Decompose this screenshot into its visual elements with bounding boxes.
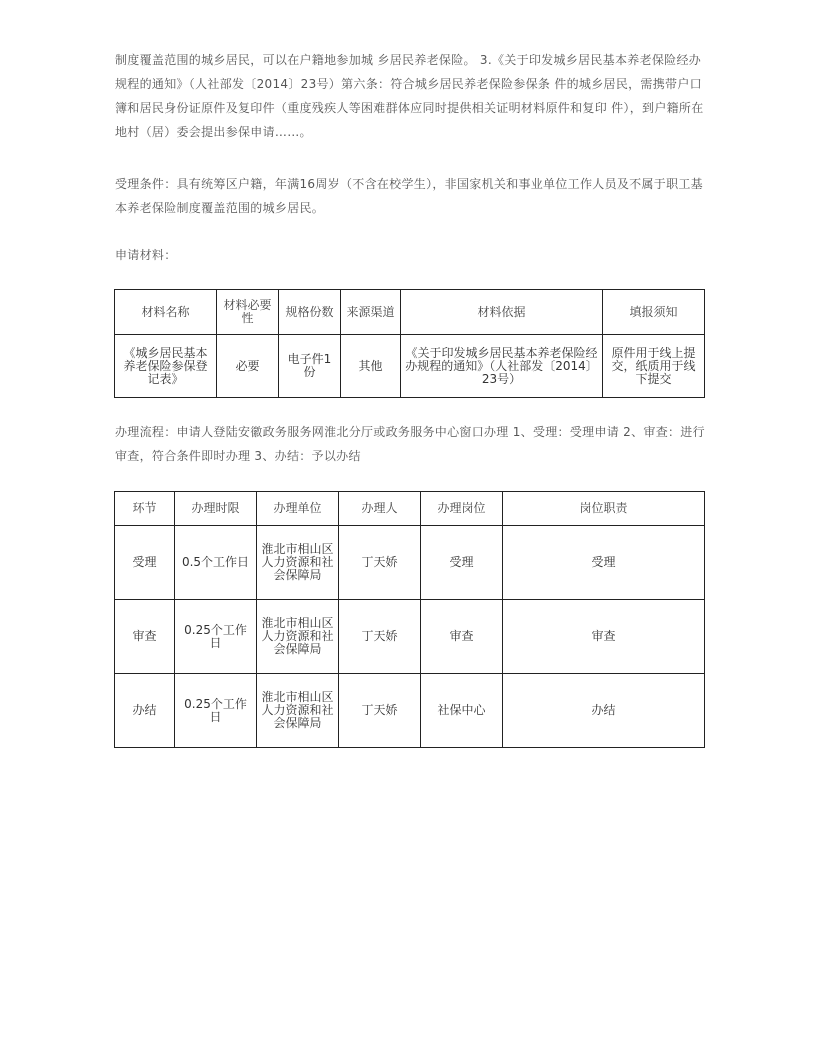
- table-header-cell: 来源渠道: [341, 290, 401, 335]
- table-cell: 电子件1份: [279, 335, 341, 398]
- table-row: [115, 335, 705, 398]
- table-cell: 0.25个工作日: [175, 600, 257, 674]
- table-cell: 受理: [503, 526, 705, 600]
- table-header-cell: 规格份数: [279, 290, 341, 335]
- materials-table-header-row: [115, 290, 705, 335]
- table-cell: 其他: [341, 335, 401, 398]
- table-cell: 《城乡居民基本养老保险参保登记表》: [115, 335, 217, 398]
- process-table-header-row: [115, 492, 705, 526]
- table-cell: 受理: [421, 526, 503, 600]
- table-header-cell: 环节: [115, 492, 175, 526]
- paragraph-acceptance-conditions: 受理条件：具有统筹区户籍，年满16周岁（不含在校学生），非国家机关和事业单位工作人员及不属于职工基本养老保险制度覆盖范围的城乡居民。: [115, 177, 703, 215]
- process-table: [114, 491, 705, 748]
- table-header-cell: 岗位职责: [503, 492, 705, 526]
- table-cell: 必要: [217, 335, 279, 398]
- table-cell: 丁天娇: [339, 526, 421, 600]
- table-header-cell: 办理单位: [257, 492, 339, 526]
- table-cell: 办结: [115, 674, 175, 748]
- table-cell: 丁天娇: [339, 674, 421, 748]
- table-cell: 淮北市相山区人力资源和社会保障局: [257, 600, 339, 674]
- table-cell: 0.25个工作日: [175, 674, 257, 748]
- table-header-cell: 材料必要性: [217, 290, 279, 335]
- table-header-cell: 办理时限: [175, 492, 257, 526]
- table-cell: 淮北市相山区人力资源和社会保障局: [257, 526, 339, 600]
- table-cell: 《关于印发城乡居民基本养老保险经办规程的通知》（人社部发〔2014〕23号）: [401, 335, 603, 398]
- table-header-cell: 材料依据: [401, 290, 603, 335]
- table-cell: 审查: [503, 600, 705, 674]
- paragraph-application-materials-label: 申请材料：: [115, 248, 177, 262]
- table-header-cell: 材料名称: [115, 290, 217, 335]
- table-header-cell: 办理人: [339, 492, 421, 526]
- table-cell: 社保中心: [421, 674, 503, 748]
- table-cell: 审查: [115, 600, 175, 674]
- paragraph-insurance-rules: 制度覆盖范围的城乡居民，可以在户籍地参加城 乡居民养老保险。 3.《关于印发城乡居民基本养老保险经办规程的通知》（人社部发〔2014〕23号）第六条：符合城乡居民养老保险参保条 件的城乡居民，需携带户口簿和居民身份证原件及复印件（重度残疾人等困难群体应同时提供相关证明材料原件和复印 件），到户籍所在地村（居）委会提出参保申请……。: [115, 53, 704, 139]
- table-cell: 淮北市相山区人力资源和社会保障局: [257, 674, 339, 748]
- paragraph-process-flow: 办理流程：申请人登陆安徽政务服务网淮北分厅或政务服务中心窗口办理 1、受理：受理申请 2、审查：进行审查，符合条件即时办理 3、办结：予以办结: [115, 425, 705, 463]
- table-cell: 办结: [503, 674, 705, 748]
- table-cell: 0.5个工作日: [175, 526, 257, 600]
- table-row: [115, 674, 705, 748]
- table-cell: 受理: [115, 526, 175, 600]
- table-header-cell: 填报须知: [603, 290, 705, 335]
- table-row: [115, 526, 705, 600]
- table-header-cell: 办理岗位: [421, 492, 503, 526]
- table-cell: 原件用于线上提交，纸质用于线下提交: [603, 335, 705, 398]
- table-cell: 审查: [421, 600, 503, 674]
- table-row: [115, 600, 705, 674]
- table-cell: 丁天娇: [339, 600, 421, 674]
- materials-table: [114, 289, 705, 398]
